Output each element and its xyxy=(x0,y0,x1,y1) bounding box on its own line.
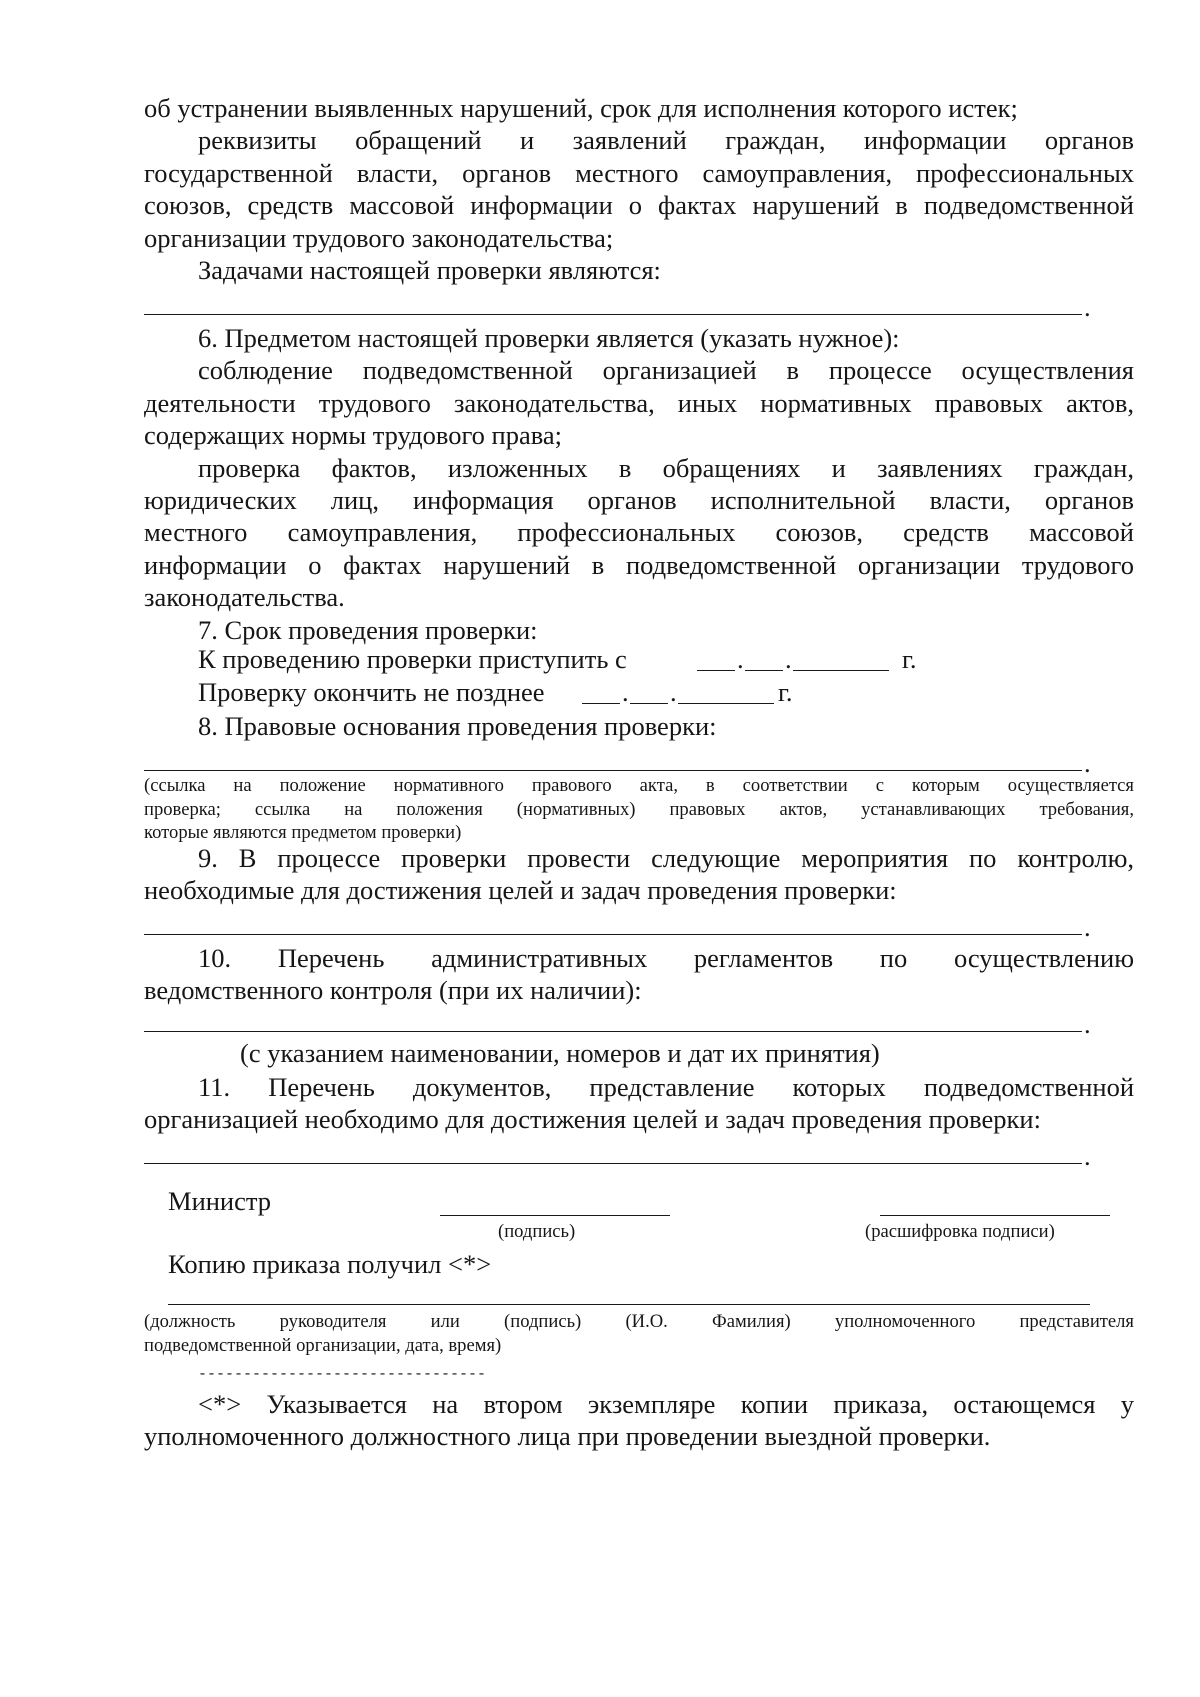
period: . xyxy=(1084,1141,1091,1171)
text-line: об устранении выявленных нарушений, срок для исполнения которого истек; xyxy=(144,93,1018,123)
year-suffix: г. xyxy=(778,677,793,707)
fill-line-measures xyxy=(144,934,1082,935)
text-line: реквизиты обращений и заявлений граждан, информации органов xyxy=(198,125,1134,156)
end-month-field[interactable] xyxy=(630,703,668,704)
minister-label: Министр xyxy=(168,1186,272,1216)
period: . xyxy=(622,677,629,707)
text-line: соблюдение подведомственной организацией в процессе осуществления xyxy=(198,355,1134,386)
text-line: 7. Срок проведения проверки: xyxy=(198,614,538,645)
period: . xyxy=(737,644,744,674)
signature-decode-caption: (расшифровка подписи) xyxy=(865,1221,1055,1242)
regulations-caption: (с указанием наименовании, номеров и дат их принятия) xyxy=(240,1038,880,1068)
end-year-field[interactable] xyxy=(678,703,774,704)
text-line: Задачами настоящей проверки являются: xyxy=(198,255,661,286)
recipient-fill-line[interactable] xyxy=(168,1304,1090,1305)
end-day-field[interactable] xyxy=(582,703,620,704)
signature-decode-line[interactable] xyxy=(880,1215,1110,1216)
signature-caption: (подпись) xyxy=(498,1221,576,1242)
signature-line[interactable] xyxy=(440,1215,670,1216)
period: . xyxy=(1084,1009,1091,1039)
end-label: Проверку окончить не позднее xyxy=(198,677,545,707)
footnote xyxy=(144,1388,1134,1453)
period: . xyxy=(1084,292,1091,322)
fill-line-legal-basis xyxy=(144,770,1082,771)
text-line: организации трудового законодательства; xyxy=(144,222,614,253)
fill-line-tasks xyxy=(144,314,1082,315)
year-suffix: г. xyxy=(902,644,917,674)
text-line: государственной власти, органов местного самоуправления, профессиональных xyxy=(144,157,1134,188)
text-line: уполномоченного должностного лица при проведении выездной проверки. xyxy=(144,1421,991,1452)
footnote-separator: -------------------------------- xyxy=(198,1366,487,1383)
text-block-intro xyxy=(144,92,1134,286)
note-recipient xyxy=(144,1310,1134,1357)
start-month-field[interactable] xyxy=(745,670,783,671)
period: . xyxy=(1084,912,1091,942)
note-line: которые являются предметом проверки) xyxy=(144,822,462,843)
fill-line-documents xyxy=(144,1163,1082,1164)
text-line: ведомственного контроля (при их наличии): xyxy=(144,975,642,1006)
text-line: проверка фактов, изложенных в обращениях и заявлениях граждан, xyxy=(198,452,1134,483)
section-10 xyxy=(144,942,1134,1007)
text-line: 10. Перечень административных регламентов по осуществлению xyxy=(198,943,1134,973)
note-legal-basis xyxy=(144,774,1134,845)
text-line: информации о фактах нарушений в подведомственной организации трудового xyxy=(144,549,1134,580)
text-line: законодательства. xyxy=(144,582,345,613)
text-line: необходимые для достижения целей и задач проведения проверки: xyxy=(144,875,897,906)
start-day-field[interactable] xyxy=(697,670,735,671)
section-6 xyxy=(144,322,1134,646)
text-line: 6. Предметом настоящей проверки является (указать нужное): xyxy=(198,323,900,353)
text-line: 9. В процессе проверки провести следующие мероприятия по контролю, xyxy=(198,843,1134,873)
period: . xyxy=(1084,748,1091,778)
start-label: К проведению проверки приступить с xyxy=(198,644,627,674)
note-line: (ссылка на положение нормативного правового акта, в соответствии с которым осуществляется xyxy=(144,775,1134,796)
text-line: организацией необходимо для достижения целей и задач проведения проверки: xyxy=(144,1104,1041,1135)
period: . xyxy=(670,677,677,707)
start-year-field[interactable] xyxy=(793,670,889,671)
section-8-heading: 8. Правовые основания проведения проверки: xyxy=(198,711,717,741)
note-line: (должность руководителя или (подпись) (И.О. Фамилия) уполномоченного представителя xyxy=(144,1311,1134,1332)
text-line: <*> Указывается на втором экземпляре копии приказа, остающемся у xyxy=(198,1389,1134,1419)
text-line: 11. Перечень документов, представление которых подведомственной xyxy=(198,1072,1134,1102)
note-line: проверка; ссылка на положения (нормативных) правовых актов, устанавливающих требования, xyxy=(144,798,1134,820)
text-line: союзов, средств массовой информации о фактах нарушений в подведомственной xyxy=(144,190,1134,221)
fill-line-regulations xyxy=(144,1031,1082,1032)
text-line: юридических лиц, информация органов исполнительной власти, органов xyxy=(144,485,1134,516)
copy-received-label: Копию приказа получил <*> xyxy=(168,1249,492,1279)
text-line: местного самоуправления, профессиональных союзов, средств массовой xyxy=(144,517,1134,548)
text-line: содержащих нормы трудового права; xyxy=(144,420,563,451)
section-11 xyxy=(144,1071,1134,1136)
note-line: подведомственной организации, дата, время) xyxy=(144,1334,502,1356)
text-line: деятельности трудового законодательства, иных нормативных правовых актов, xyxy=(144,387,1134,418)
period: . xyxy=(785,644,792,674)
section-9 xyxy=(144,842,1134,907)
